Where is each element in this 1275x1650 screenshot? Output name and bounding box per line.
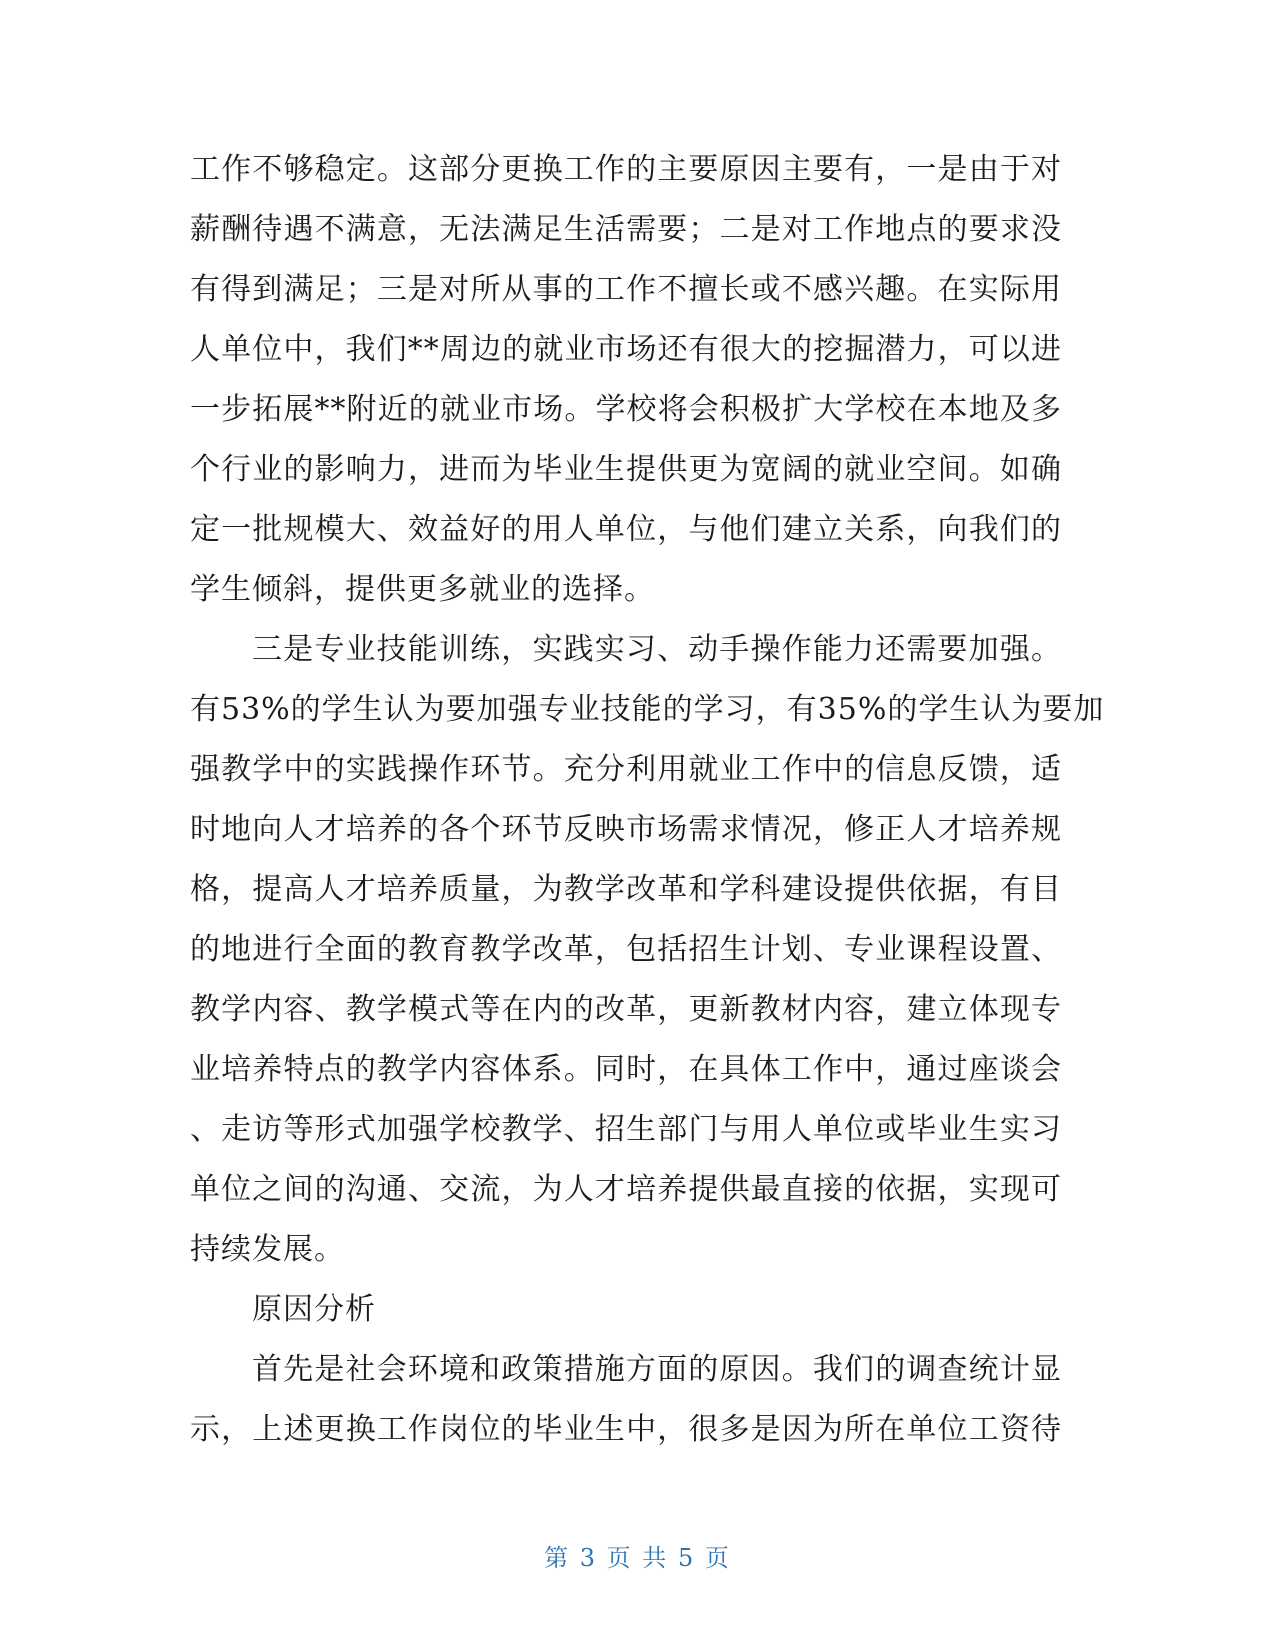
text-line: 个行业的影响力，进而为毕业生提供更为宽阔的就业空间。如确 bbox=[190, 452, 1062, 487]
text-line: 格，提高人才培养质量，为教学改革和学科建设提供依据，有目 bbox=[190, 872, 1062, 907]
text-line: 、走访等形式加强学校教学、招生部门与用人单位或毕业生实习 bbox=[190, 1112, 1062, 1147]
text-line: 工作不够稳定。这部分更换工作的主要原因主要有，一是由于对 bbox=[190, 152, 1062, 187]
text-line: 业培养特点的教学内容体系。同时，在具体工作中，通过座谈会 bbox=[190, 1052, 1062, 1087]
text-line: 定一批规模大、效益好的用人单位，与他们建立关系，向我们的 bbox=[190, 512, 1062, 547]
text-line: 薪酬待遇不满意，无法满足生活需要；二是对工作地点的要求没 bbox=[190, 212, 1062, 247]
text-line: 学生倾斜，提供更多就业的选择。 bbox=[190, 572, 655, 607]
text-line: 三是专业技能训练，实践实习、动手操作能力还需要加强。 bbox=[252, 632, 1062, 667]
text-line: 的地进行全面的教育教学改革，包括招生计划、专业课程设置、 bbox=[190, 932, 1062, 967]
text-line: 有53%的学生认为要加强专业技能的学习，有35%的学生认为要加 bbox=[190, 692, 1105, 727]
section-heading: 原因分析 bbox=[252, 1292, 376, 1327]
text-line: 一步拓展**附近的就业市场。学校将会积极扩大学校在本地及多 bbox=[190, 392, 1062, 427]
text-line: 教学内容、教学模式等在内的改革，更新教材内容，建立体现专 bbox=[190, 992, 1062, 1027]
page-number-footer: 第 3 页 共 5 页 bbox=[544, 1544, 731, 1572]
text-line: 时地向人才培养的各个环节反映市场需求情况，修正人才培养规 bbox=[190, 812, 1062, 847]
text-line: 示，上述更换工作岗位的毕业生中，很多是因为所在单位工资待 bbox=[190, 1412, 1062, 1447]
text-line: 持续发展。 bbox=[190, 1232, 345, 1267]
text-line: 有得到满足；三是对所从事的工作不擅长或不感兴趣。在实际用 bbox=[190, 272, 1062, 307]
text-line: 强教学中的实践操作环节。充分利用就业工作中的信息反馈，适 bbox=[190, 752, 1062, 787]
text-line: 首先是社会环境和政策措施方面的原因。我们的调查统计显 bbox=[252, 1352, 1062, 1387]
text-line: 单位之间的沟通、交流，为人才培养提供最直接的依据，实现可 bbox=[190, 1172, 1062, 1207]
text-line: 人单位中，我们**周边的就业市场还有很大的挖掘潜力，可以进 bbox=[190, 332, 1062, 367]
document-body bbox=[190, 140, 1105, 1460]
